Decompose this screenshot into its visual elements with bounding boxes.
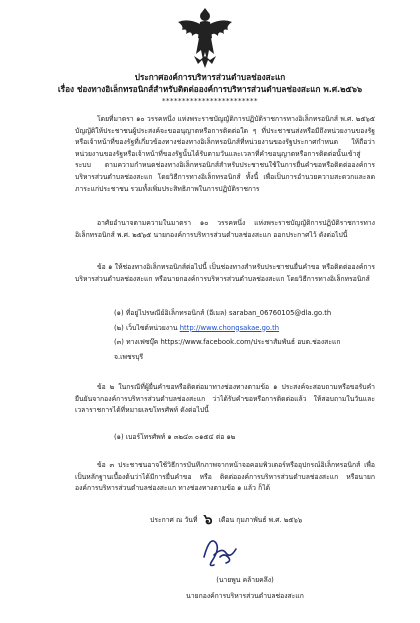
- paragraph-clause-1: ข้อ ๑ ให้ช่องทางอิเล็กทรอนิกส์ต่อไปนี้ เป็นช่องทางสำหรับประชาชนยื่นคำขอ หรือติดต่อองค์การบริหารส่วนตำบลช่องสะแก หรือนายกองค์การบริหารส่วนตำบลช่องสะแก โดยวิธีการทางอิเล็กทรอนิกส์: [75, 263, 375, 283]
- paragraph-authority: อาศัยอำนาจตามความในมาตรา ๑๐ วรรคหนึ่ง แห่งพระราชบัญญัติการปฏิบัติราชการทางอิเล็กทรอนิกส์ พ.ศ. ๒๕๖๕ นายกองค์การบริหารส่วนตำบลช่องสะแก ออกประกาศไว้ ดังต่อไปนี้: [75, 219, 375, 239]
- signer-name: (นายพูน คล้ายคลึง): [216, 576, 274, 584]
- date-day: ๖: [203, 512, 213, 528]
- separator-line: ************************: [162, 97, 258, 105]
- list-item-email: (๑) ที่อยู่ไปรษณีย์อิเล็กทรอนิกส์ (อีเมล) saraban_06760105@dla.go.th: [114, 309, 332, 317]
- list-item-facebook: (๓) ทางเฟซบุ๊ค https://www.facebook.com/ประชาสัมพันธ์ อบต.ช่องสะแก: [114, 338, 341, 346]
- garuda-emblem-icon: [176, 8, 234, 70]
- date-prefix: ประกาศ ณ วันที่: [150, 516, 198, 524]
- phone-list: [114, 430, 384, 445]
- page-title: ประกาศองค์การบริหารส่วนตำบลช่องสะแก: [134, 72, 286, 82]
- paragraph-preamble: โดยที่มาตรา ๑๐ วรรคหนึ่ง แห่งพระราชบัญญัติการปฏิบัติราชการทางอิเล็กทรอนิกส์ พ.ศ. ๒๕๖๕ บัญญัติให้ประชาชนผู้ประสงค์จะขออนุญาตหรือการติดต่อใด ๆ ที่ประชาชนส่งหรือมีถึงหน่วยงานของรัฐหรือเจ้าหน้าที่ของรัฐที่เกี่ยวข้องทางช่องทางอิเล็กทรอนิกส์ที่หน่วยงานของรัฐประกาศกำหนด ให้ถือว่าหน่วยงานของรัฐหรือเจ้าหน้าที่ของรัฐนั้นได้รับตามวันและเวลาที่คำขอนุญาตหรือการติดต่อนั้นเข้าสู่ระบบ ตามความกำหนดช่องทางอิเล็กทรอนิกส์สำหรับประชาชนใช้ในการยื่นคำขอหรือติดต่อองค์การบริหารส่วนตำบลช่องสะแก โดยวิธีการทางอิเล็กทรอนิกส์ ทั้งนี้ เพื่อเป็นการอำนวยความสะดวกและลดภาระแก่ประชาชน รวมทั้งเพิ่มประสิทธิภาพในการปฏิบัติราชการ: [75, 115, 375, 193]
- channel-list: [114, 306, 384, 364]
- signature-icon: [196, 527, 240, 571]
- paragraph-clause-2: ข้อ ๒ ในกรณีที่ผู้ยื่นคำขอหรือติดต่อมาทางช่องทางตามข้อ ๑ ประสงค์จะสอบถามหรือขอรับคำยืนยันจากองค์การบริหารส่วนตำบลช่องสะแก ว่าได้รับคำขอหรือการติดต่อแล้ว ให้สอบถามในวันและเวลาราชการได้ที่หมายเลขโทรศัพท์ ดังต่อไปนี้: [75, 383, 375, 415]
- list-item-facebook-cont: จ.เพชรบุรี: [114, 352, 144, 361]
- website-label: (๒) เว็บไซต์หน่วยงาน: [114, 323, 180, 332]
- announcement-subject: เรื่อง ช่องทางอิเล็กทรอนิกส์สำหรับติดต่อองค์การบริหารส่วนตำบลช่องสะแก พ.ศ.๒๕๖๖: [57, 84, 363, 94]
- list-item-website: [114, 321, 384, 336]
- announcement-date: [150, 514, 410, 526]
- website-link[interactable]: http://www.chongsakae.go.th: [179, 323, 280, 332]
- signer-title: นายกองค์การบริหารส่วนตำบลช่องสะแก: [186, 592, 304, 600]
- paragraph-clause-3: ข้อ ๓ ประชาชนอาจใช้วิธีการบันทึกภาพจากหน้าจอคอมพิวเตอร์หรืออุปกรณ์อิเล็กทรอนิกส์ เพื่อเป็นหลักฐานเบื้องต้นว่าได้มีการยื่นคำขอ หรือ ติดต่อองค์การบริหารส่วนตำบลช่องสะแก หรือนายกองค์การบริหารส่วนตำบลช่องสะแก ทางช่องทางตามข้อ ๑ แล้ว ก็ได้: [75, 461, 375, 493]
- date-suffix: เดือน กุมภาพันธ์ พ.ศ. ๒๕๖๖: [218, 516, 303, 524]
- list-item-phone: (๑) เบอร์โทรศัพท์ ๑ ๓๒๔๓ ๐๑๕๔ ต่อ ๑๒: [114, 433, 236, 441]
